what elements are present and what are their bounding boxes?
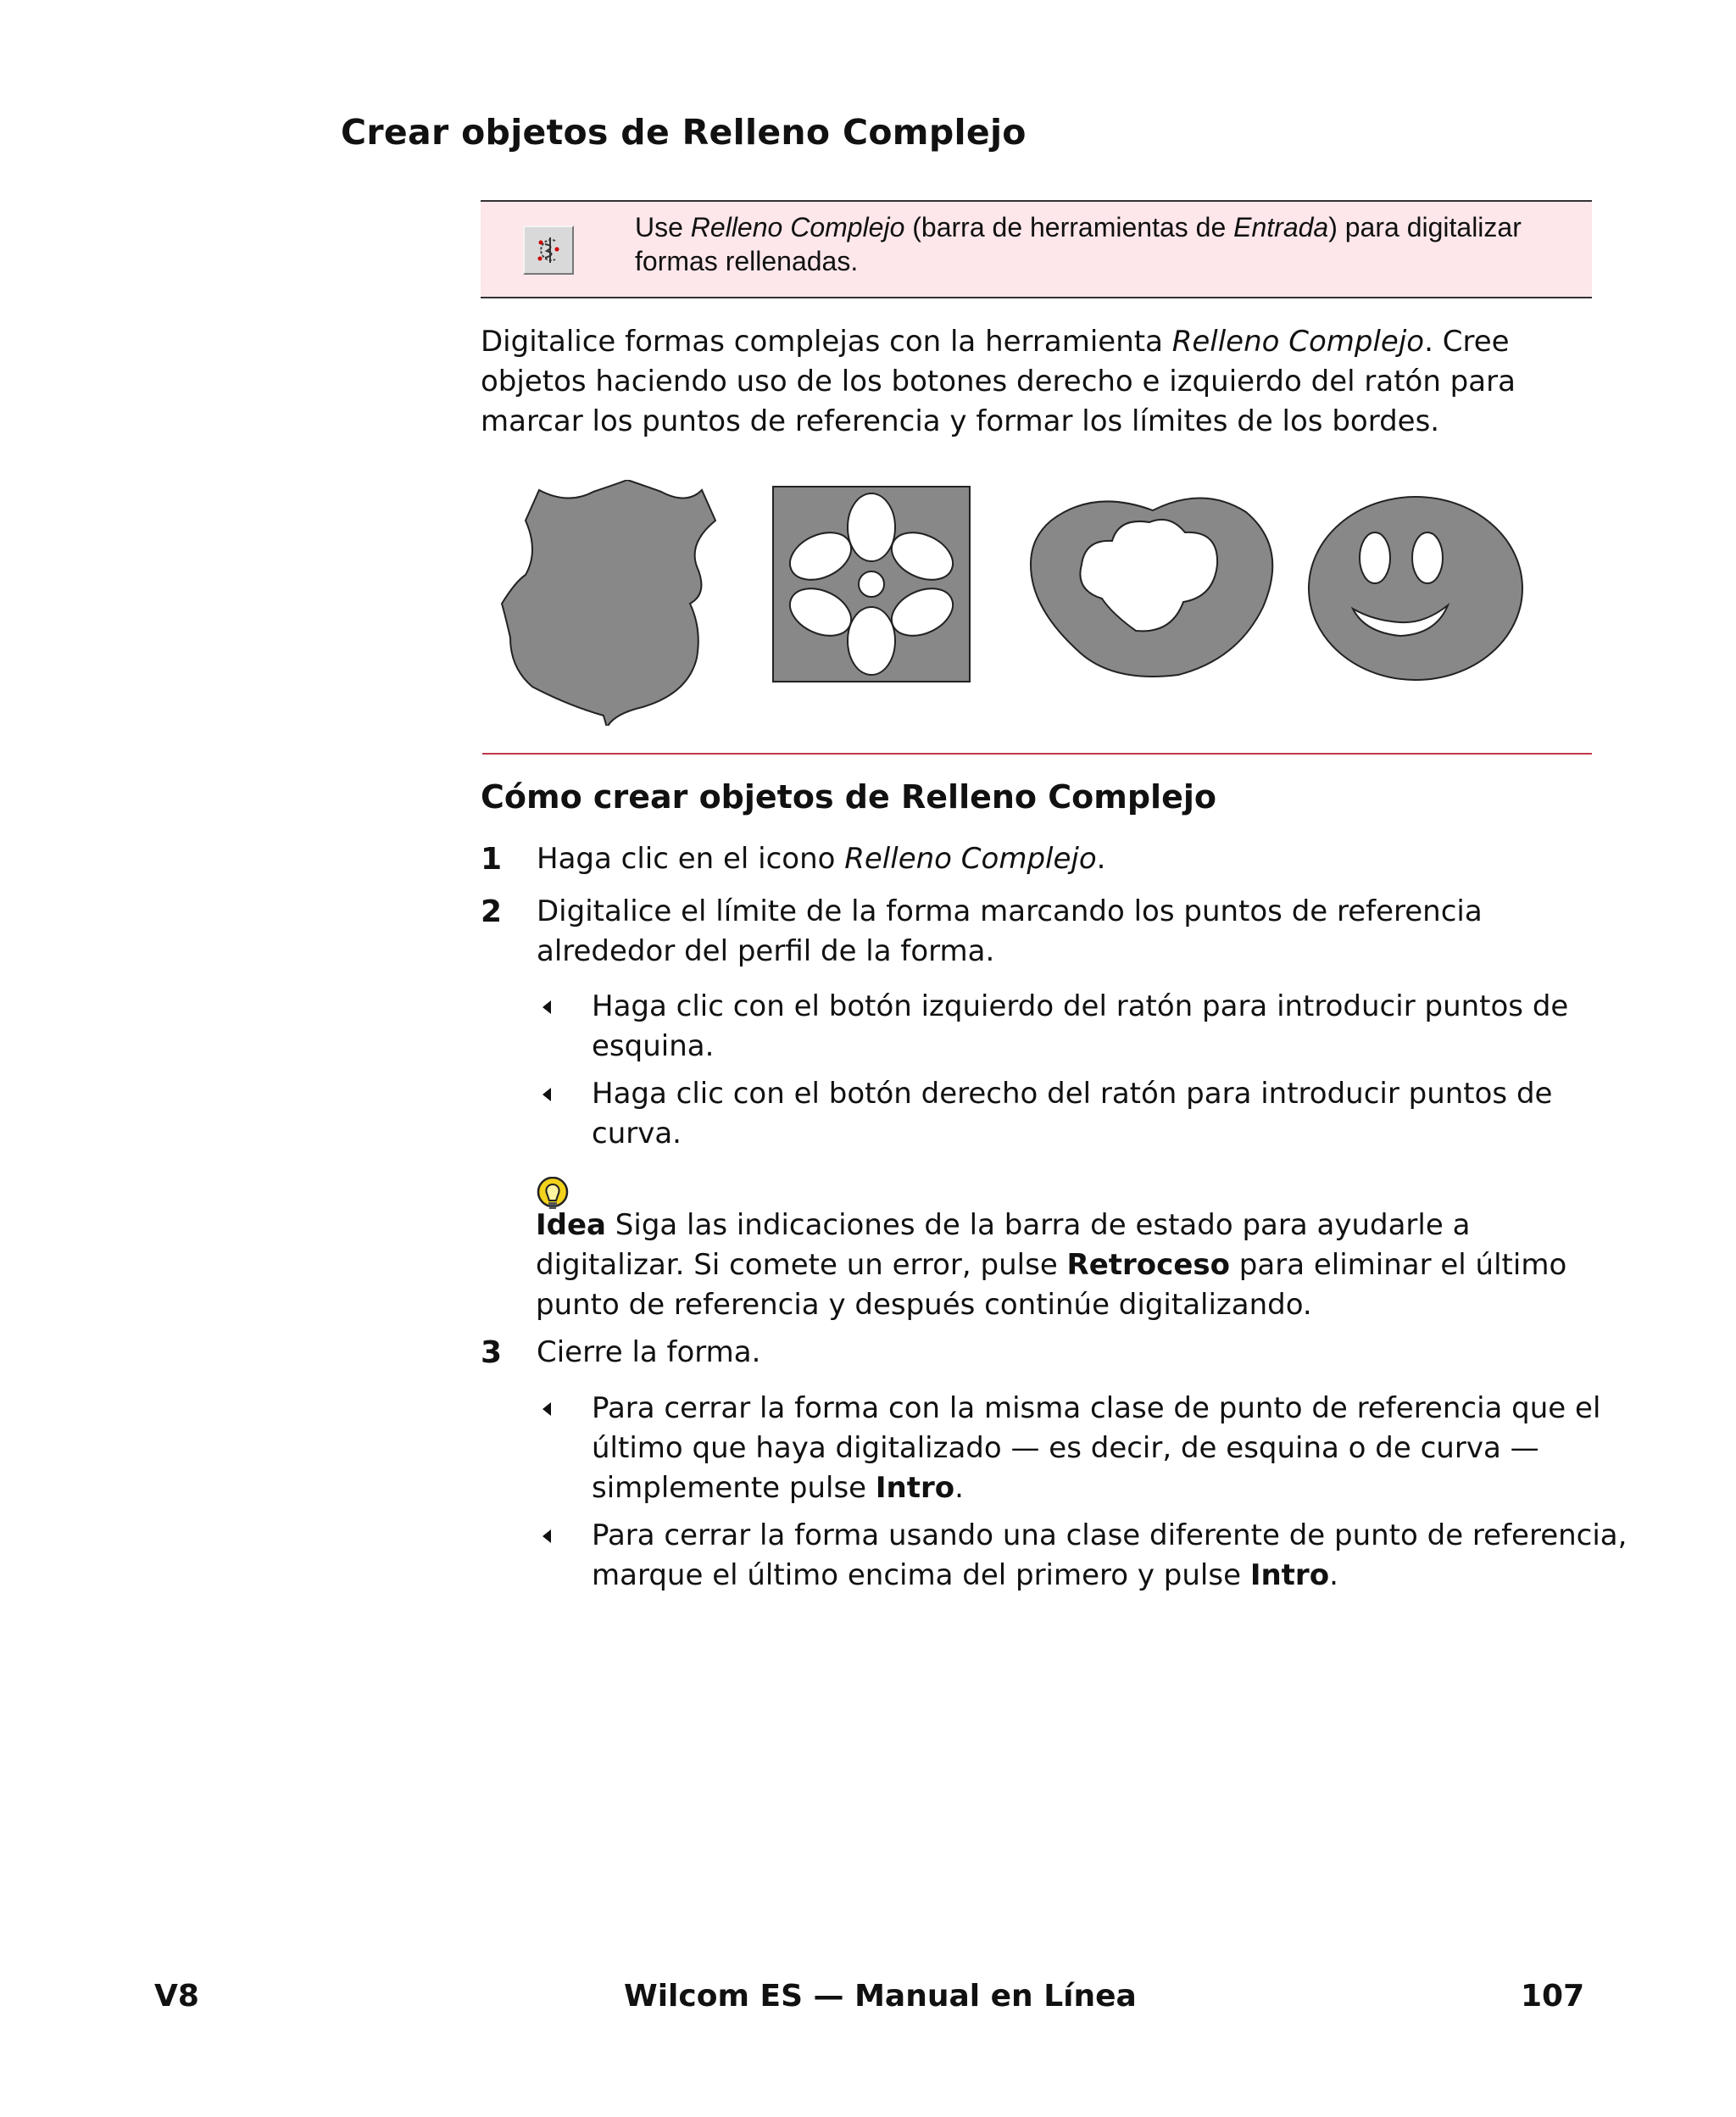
cloud-heart-shape <box>1031 498 1272 677</box>
intro-paragraph: Digitalice formas complejas con la herramienta Relleno Complejo. Cree objetos haciendo uso de los botones derecho e izquierdo del ratón para marcar los puntos de referencia y formar los límites de los bordes. <box>481 325 1516 438</box>
smiley-shape <box>1309 497 1522 680</box>
tool-name: Relleno Complejo <box>690 212 905 242</box>
complex-fill-icon <box>523 226 574 275</box>
section-divider <box>482 753 1592 755</box>
footer-title: Wilcom ES — Manual en Línea <box>624 1979 1137 2014</box>
key-backspace: Retroceso <box>1066 1248 1230 1282</box>
footer-page-number: 107 <box>1521 1979 1585 2014</box>
shield-shape <box>502 480 715 726</box>
triangle-left-icon <box>542 1088 551 1101</box>
tool-description: Use Relleno Complejo (barra de herramientas de Entrada) para digitalizar formas rellenadas. <box>635 212 1522 276</box>
triangle-left-icon <box>542 1000 551 1014</box>
example-shapes <box>500 480 1534 726</box>
toolbar-name: Entrada <box>1233 212 1329 242</box>
triangle-left-icon <box>542 1529 551 1543</box>
tip-text: Idea Siga las indicaciones de la barra de estado para ayudarle a digitalizar. Si comete un error, pulse Retroceso para eliminar el último punto de referencia y después continúe digitalizando. <box>536 1208 1567 1322</box>
tip-label: Idea <box>536 1208 606 1242</box>
flower-square-shape <box>773 487 970 682</box>
page-title: Crear objetos de Relleno Complejo <box>341 112 1027 153</box>
footer-version: V8 <box>154 1979 199 2014</box>
triangle-left-icon <box>542 1402 551 1416</box>
tool-callout <box>481 200 1592 298</box>
section-title: Cómo crear objetos de Relleno Complejo <box>481 778 1216 816</box>
